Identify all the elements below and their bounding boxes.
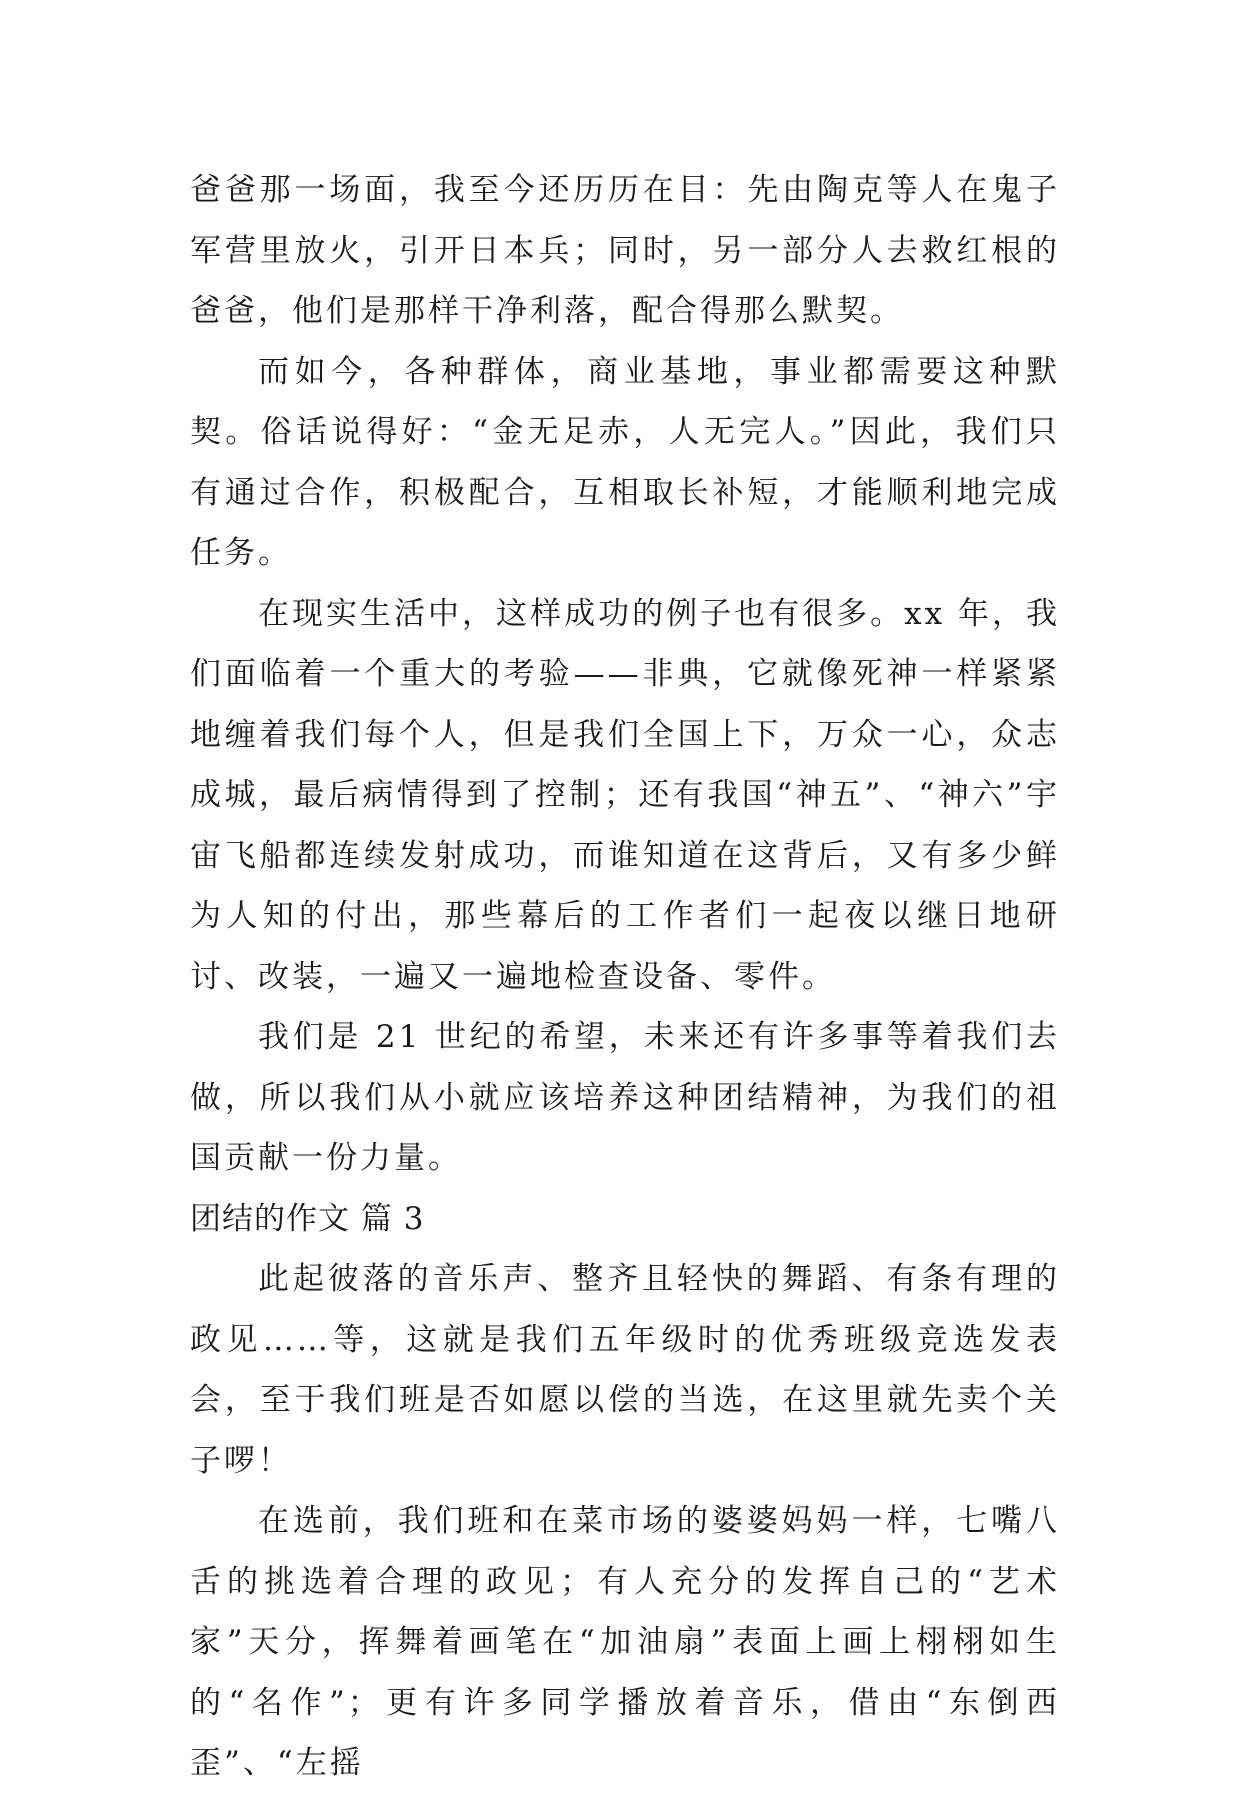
paragraph-3: 在现实生活中，这样成功的例子也有很多。xx 年，我们面临着一个重大的考验——非典，它就像死神一样紧紧地缠着我们每个人，但是我们全国上下，万众一心，众志成城，最后病情得到了控制；还有我国“神五”、“神六”宇宙飞船都连续发射成功，而谁知道在这背后，又有多少鲜为人知的付出，那些幕后的工作者们一起夜以继日地研讨、改装，一遍又一遍地检查设备、零件。 — [190, 595, 1060, 995]
paragraph-1: 爸爸那一场面，我至今还历历在目：先由陶克等人在鬼子军营里放火，引开日本兵；同时，另一部分人去救红根的爸爸，他们是那样干净利落，配合得那么默契。 — [190, 172, 1060, 329]
document-body — [190, 160, 1060, 1794]
paragraph-6: 在选前，我们班和在菜市场的婆婆妈妈一样，七嘴八舌的挑选着合理的政见；有人充分的发挥自己的“艺术家”天分，挥舞着画笔在“加油扇”表面上画上栩栩如生的“名作”；更有许多同学播放着音乐，借由“东倒西歪”、“左摇 — [190, 1503, 1060, 1781]
paragraph-2: 而如今，各种群体，商业基地，事业都需要这种默契。俗话说得好：“金无足赤，人无完人。”因此，我们只有通过合作，积极配合，互相取长补短，才能顺利地完成任务。 — [190, 353, 1060, 571]
section-heading: 团结的作文 篇 3 — [190, 1200, 425, 1237]
paragraph-4: 我们是 21 世纪的希望，未来还有许多事等着我们去做，所以我们从小就应该培养这种团结精神，为我们的祖国贡献一份力量。 — [190, 1019, 1060, 1176]
paragraph-5: 此起彼落的音乐声、整齐且轻快的舞蹈、有条有理的政见……等，这就是我们五年级时的优秀班级竞选发表会，至于我们班是否如愿以偿的当选，在这里就先卖个关子啰！ — [190, 1261, 1060, 1479]
